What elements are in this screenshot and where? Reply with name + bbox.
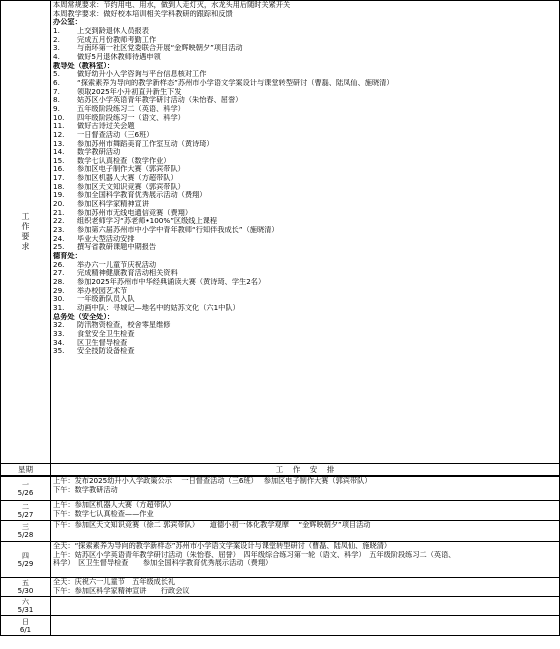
requirement-item xyxy=(53,287,557,296)
requirement-item xyxy=(53,217,557,226)
item-number: 29. xyxy=(53,286,65,295)
item-number: 23. xyxy=(53,226,65,235)
item-number: 17. xyxy=(53,174,65,183)
requirement-item xyxy=(53,96,557,105)
day-date: 5/28 xyxy=(17,531,34,539)
requirement-item xyxy=(53,243,557,252)
section-heading xyxy=(53,252,557,261)
day-row xyxy=(1,578,560,597)
section-heading xyxy=(53,62,557,71)
day-row xyxy=(1,597,560,616)
day-label: 一 xyxy=(22,480,29,489)
item-text: 总务处（安全处）： xyxy=(53,312,115,321)
section-heading xyxy=(53,313,557,322)
item-number: 9. xyxy=(53,104,60,113)
item-text: 一日督查活动（三6班） xyxy=(77,130,154,139)
plan-line: 下午：参加区科学家精神宣讲 行政会议 xyxy=(53,586,190,595)
item-number: 35. xyxy=(53,347,65,356)
day-plan xyxy=(51,542,560,578)
day-label: 三 xyxy=(22,523,29,531)
day-row xyxy=(1,521,560,542)
item-text: 姑苏区小学英语青年教学研讨活动（朱怡春、屈誉） xyxy=(77,96,243,105)
day-plan xyxy=(51,501,560,521)
day-date: 5/30 xyxy=(17,587,34,595)
item-number: 15. xyxy=(53,156,65,165)
requirements-side-label xyxy=(1,1,51,464)
day-row xyxy=(1,616,560,636)
item-number: 13. xyxy=(53,139,65,148)
requirement-item xyxy=(53,122,557,131)
item-text: 本周教学要求：做好校本培训相关学科教研的跟踪和反馈 xyxy=(53,9,233,18)
item-text: 数学七认真检查（数学作业） xyxy=(77,156,171,165)
item-text: 教导处（教科室）： xyxy=(53,61,115,70)
requirement-item xyxy=(53,114,557,123)
requirement-item xyxy=(53,200,557,209)
item-number: 27. xyxy=(53,269,65,278)
item-number: 28. xyxy=(53,278,65,286)
requirement-item xyxy=(53,88,557,97)
item-number: 5. xyxy=(53,70,60,79)
day-row xyxy=(1,477,560,501)
item-text: 数学教研活动 xyxy=(77,148,121,157)
item-number: 30. xyxy=(53,295,65,304)
section-heading xyxy=(53,18,557,27)
item-number: 10. xyxy=(53,113,65,122)
item-text: 区卫生督导检查 xyxy=(77,338,128,347)
day-cell xyxy=(1,477,51,501)
requirement-item xyxy=(53,148,557,157)
item-text: 与南环第一社区党委联合开展“金辉映朝夕”项目活动 xyxy=(77,44,243,53)
requirement-item xyxy=(53,70,557,79)
day-date: 5/29 xyxy=(17,559,34,568)
plan-line: 全天：庆祝六一儿童节 五年级成长礼 xyxy=(53,578,176,586)
day-row xyxy=(1,542,560,578)
schedule-days-table xyxy=(0,476,560,636)
item-text: “探索素养为导向的教学新样态”苏州市小学语文学案设计与课堂转型研讨（曹磊、陆凤仙、施晓清） xyxy=(77,78,394,87)
item-text: 动画中队：寻城记—地名中的姑苏文化（六1中队） xyxy=(77,303,240,312)
requirement-item xyxy=(53,1,557,10)
day-plan xyxy=(51,521,560,542)
requirement-item xyxy=(53,339,557,348)
item-text: 完成精神健康教育活动相关资料 xyxy=(77,269,178,278)
plan-line: 下午：数学教研活动 xyxy=(53,485,118,494)
requirement-item xyxy=(53,269,557,278)
day-cell xyxy=(1,501,51,521)
item-number: 31. xyxy=(53,303,65,312)
day-date: 5/26 xyxy=(17,488,34,497)
requirement-item xyxy=(53,321,557,330)
day-cell xyxy=(1,521,51,542)
side-label-char: 要 xyxy=(21,232,30,241)
item-number: 33. xyxy=(53,329,65,338)
item-text: 上交到龄退休人员报表 xyxy=(77,26,149,35)
item-text: 参加全国科学教育优秀展示活动（费翔） xyxy=(77,191,207,200)
item-text: 参加苏州市无线电通信竞赛（费翔） xyxy=(77,208,193,217)
side-label-char: 作 xyxy=(21,222,30,231)
requirements-row xyxy=(1,1,560,464)
requirement-item xyxy=(53,53,557,62)
item-text: 做好5月退休教师待遇申领 xyxy=(77,52,161,61)
item-number: 14. xyxy=(53,148,65,157)
day-label: 日 xyxy=(22,617,29,626)
day-date: 6/1 xyxy=(19,625,32,634)
requirement-item xyxy=(53,44,557,53)
requirement-item xyxy=(53,235,557,244)
requirement-item xyxy=(53,261,557,270)
item-number: 3. xyxy=(53,44,60,53)
side-label-char: 工 xyxy=(21,212,30,221)
requirements-list xyxy=(51,1,560,464)
day-plan xyxy=(51,477,560,501)
item-number: 20. xyxy=(53,200,65,209)
item-text: 做好古诗过关会题 xyxy=(77,122,135,131)
day-cell xyxy=(1,578,51,597)
day-date: 5/31 xyxy=(17,606,34,614)
day-label: 四 xyxy=(22,551,29,560)
item-number: 22. xyxy=(53,217,65,226)
item-number: 32. xyxy=(53,321,65,330)
item-text: 参加区电子制作大赛（郭宾带队） xyxy=(77,165,185,174)
item-text: 做好幼升小入学咨询与平台信息核对工作 xyxy=(77,70,207,79)
plan-line: 科学） 区卫生督导检查 参加全国科学教育优秀展示活动（费翔） xyxy=(53,559,273,568)
item-number: 7. xyxy=(53,87,60,96)
day-row xyxy=(1,501,560,521)
requirement-item xyxy=(53,304,557,313)
item-number: 21. xyxy=(53,208,65,217)
day-column-header: 星期 xyxy=(1,464,51,476)
requirement-item xyxy=(53,278,557,287)
requirement-item xyxy=(53,295,557,304)
item-text: 德育处： xyxy=(53,252,82,261)
item-text: 食堂安全卫生检查 xyxy=(77,329,135,338)
requirement-item xyxy=(53,36,557,45)
day-cell xyxy=(1,616,51,636)
requirement-item xyxy=(53,140,557,149)
schedule-header-row xyxy=(1,464,560,476)
plan-line: 上午：发布2025幼升小入学政策公示 一日督查活动（三6班） 参加区电子制作大赛（郭宾带队） xyxy=(53,477,372,485)
item-text: 参加区科学家精神宣讲 xyxy=(77,200,149,209)
requirement-item xyxy=(53,105,557,114)
item-number: 4. xyxy=(53,52,60,61)
requirement-item xyxy=(53,347,557,356)
requirement-item xyxy=(53,209,557,218)
day-plan xyxy=(51,616,560,636)
requirement-item xyxy=(53,165,557,174)
day-date: 5/27 xyxy=(17,510,34,519)
item-text: 举办六一儿童节庆祝活动 xyxy=(77,260,157,269)
item-text: 本周常规要求：节约用电、用水，做到人走灯灭，水龙头用后随时关紧开关 xyxy=(53,1,291,9)
item-text: 一年级新队员入队 xyxy=(77,295,135,304)
item-text: 撰写省教研课题中期报告 xyxy=(77,243,157,252)
item-text: 毕业大型活动安排 xyxy=(77,234,135,243)
requirement-item xyxy=(53,10,557,19)
requirement-item xyxy=(53,157,557,166)
day-cell xyxy=(1,542,51,578)
day-plan xyxy=(51,578,560,597)
plan-line: 下午：数学七认真检查——作业 xyxy=(53,509,154,518)
item-text: 办公室： xyxy=(53,18,82,27)
item-number: 25. xyxy=(53,243,65,252)
requirement-item xyxy=(53,131,557,140)
requirement-item xyxy=(53,174,557,183)
day-plan xyxy=(51,597,560,616)
item-text: 组织老师学习“苏老师•100%”区级线上课程 xyxy=(77,217,218,226)
item-number: 11. xyxy=(53,122,65,131)
day-label: 二 xyxy=(22,502,29,511)
day-label: 六 xyxy=(22,598,29,606)
plan-line: 下午：参加区天文知识竞赛（徐二 郭宾带队） 道德小初一体化教学观摩 “金辉映朝夕”项目活动 xyxy=(53,521,371,529)
item-number: 6. xyxy=(53,78,60,87)
item-number: 2. xyxy=(53,35,60,44)
item-text: 领取2025年小升初直升新生下发 xyxy=(77,87,182,96)
item-text: 参加苏州市舞蹈美育工作室互动（黄诗琦） xyxy=(77,139,214,148)
item-text: 防汛物资检查，校舍零星维修 xyxy=(77,321,171,330)
item-text: 四年级阶段练习一（语文、科学） xyxy=(77,113,185,122)
item-number: 8. xyxy=(53,96,60,105)
requirement-item xyxy=(53,183,557,192)
plan-line: 上午：参加区机器人大赛（方超带队） xyxy=(53,501,176,509)
plan-line: 上午：姑苏区小学英语青年教学研讨活动（朱怡春、屈誉） 四年级综合练习第一轮（语文、科学） 五年级阶段练习二（英语、 xyxy=(53,550,456,559)
item-number: 24. xyxy=(53,234,65,243)
item-text: 五年级阶段练习二（英语、科学） xyxy=(77,104,185,113)
item-text: 参加区机器人大赛（方超带队） xyxy=(77,174,178,183)
item-number: 26. xyxy=(53,260,65,269)
requirement-item xyxy=(53,226,557,235)
day-cell xyxy=(1,597,51,616)
item-number: 19. xyxy=(53,191,65,200)
item-text: 举办校园艺术节 xyxy=(77,286,128,295)
requirement-item xyxy=(53,330,557,339)
item-text: 安全技防设备检查 xyxy=(77,347,135,356)
item-text: 参加区天文知识竞赛（郭宾带队） xyxy=(77,182,185,191)
plan-column-header: 工 作 安 排 xyxy=(51,464,560,476)
requirement-item xyxy=(53,27,557,36)
item-text: 参加2025年苏州市中华经典诵读大赛（黄诗琦、学生2名） xyxy=(77,278,266,286)
item-number: 12. xyxy=(53,130,65,139)
item-number: 18. xyxy=(53,182,65,191)
requirement-item xyxy=(53,79,557,88)
plan-line: 全天：“探索素养为导向的教学新样态”苏州市小学语文学案设计与课堂转型研讨（曹磊、陆凤仙、施晓清） xyxy=(53,542,392,550)
item-number: 34. xyxy=(53,338,65,347)
day-label: 五 xyxy=(22,579,29,587)
side-label-char: 求 xyxy=(21,242,30,251)
item-number: 16. xyxy=(53,165,65,174)
item-text: 完成五月份教师考勤工作 xyxy=(77,35,157,44)
item-number: 1. xyxy=(53,26,60,35)
requirement-item xyxy=(53,191,557,200)
item-text: 参加第六届苏州市中小学中青年教师“行知伴我成长”（施晓清） xyxy=(77,226,279,235)
